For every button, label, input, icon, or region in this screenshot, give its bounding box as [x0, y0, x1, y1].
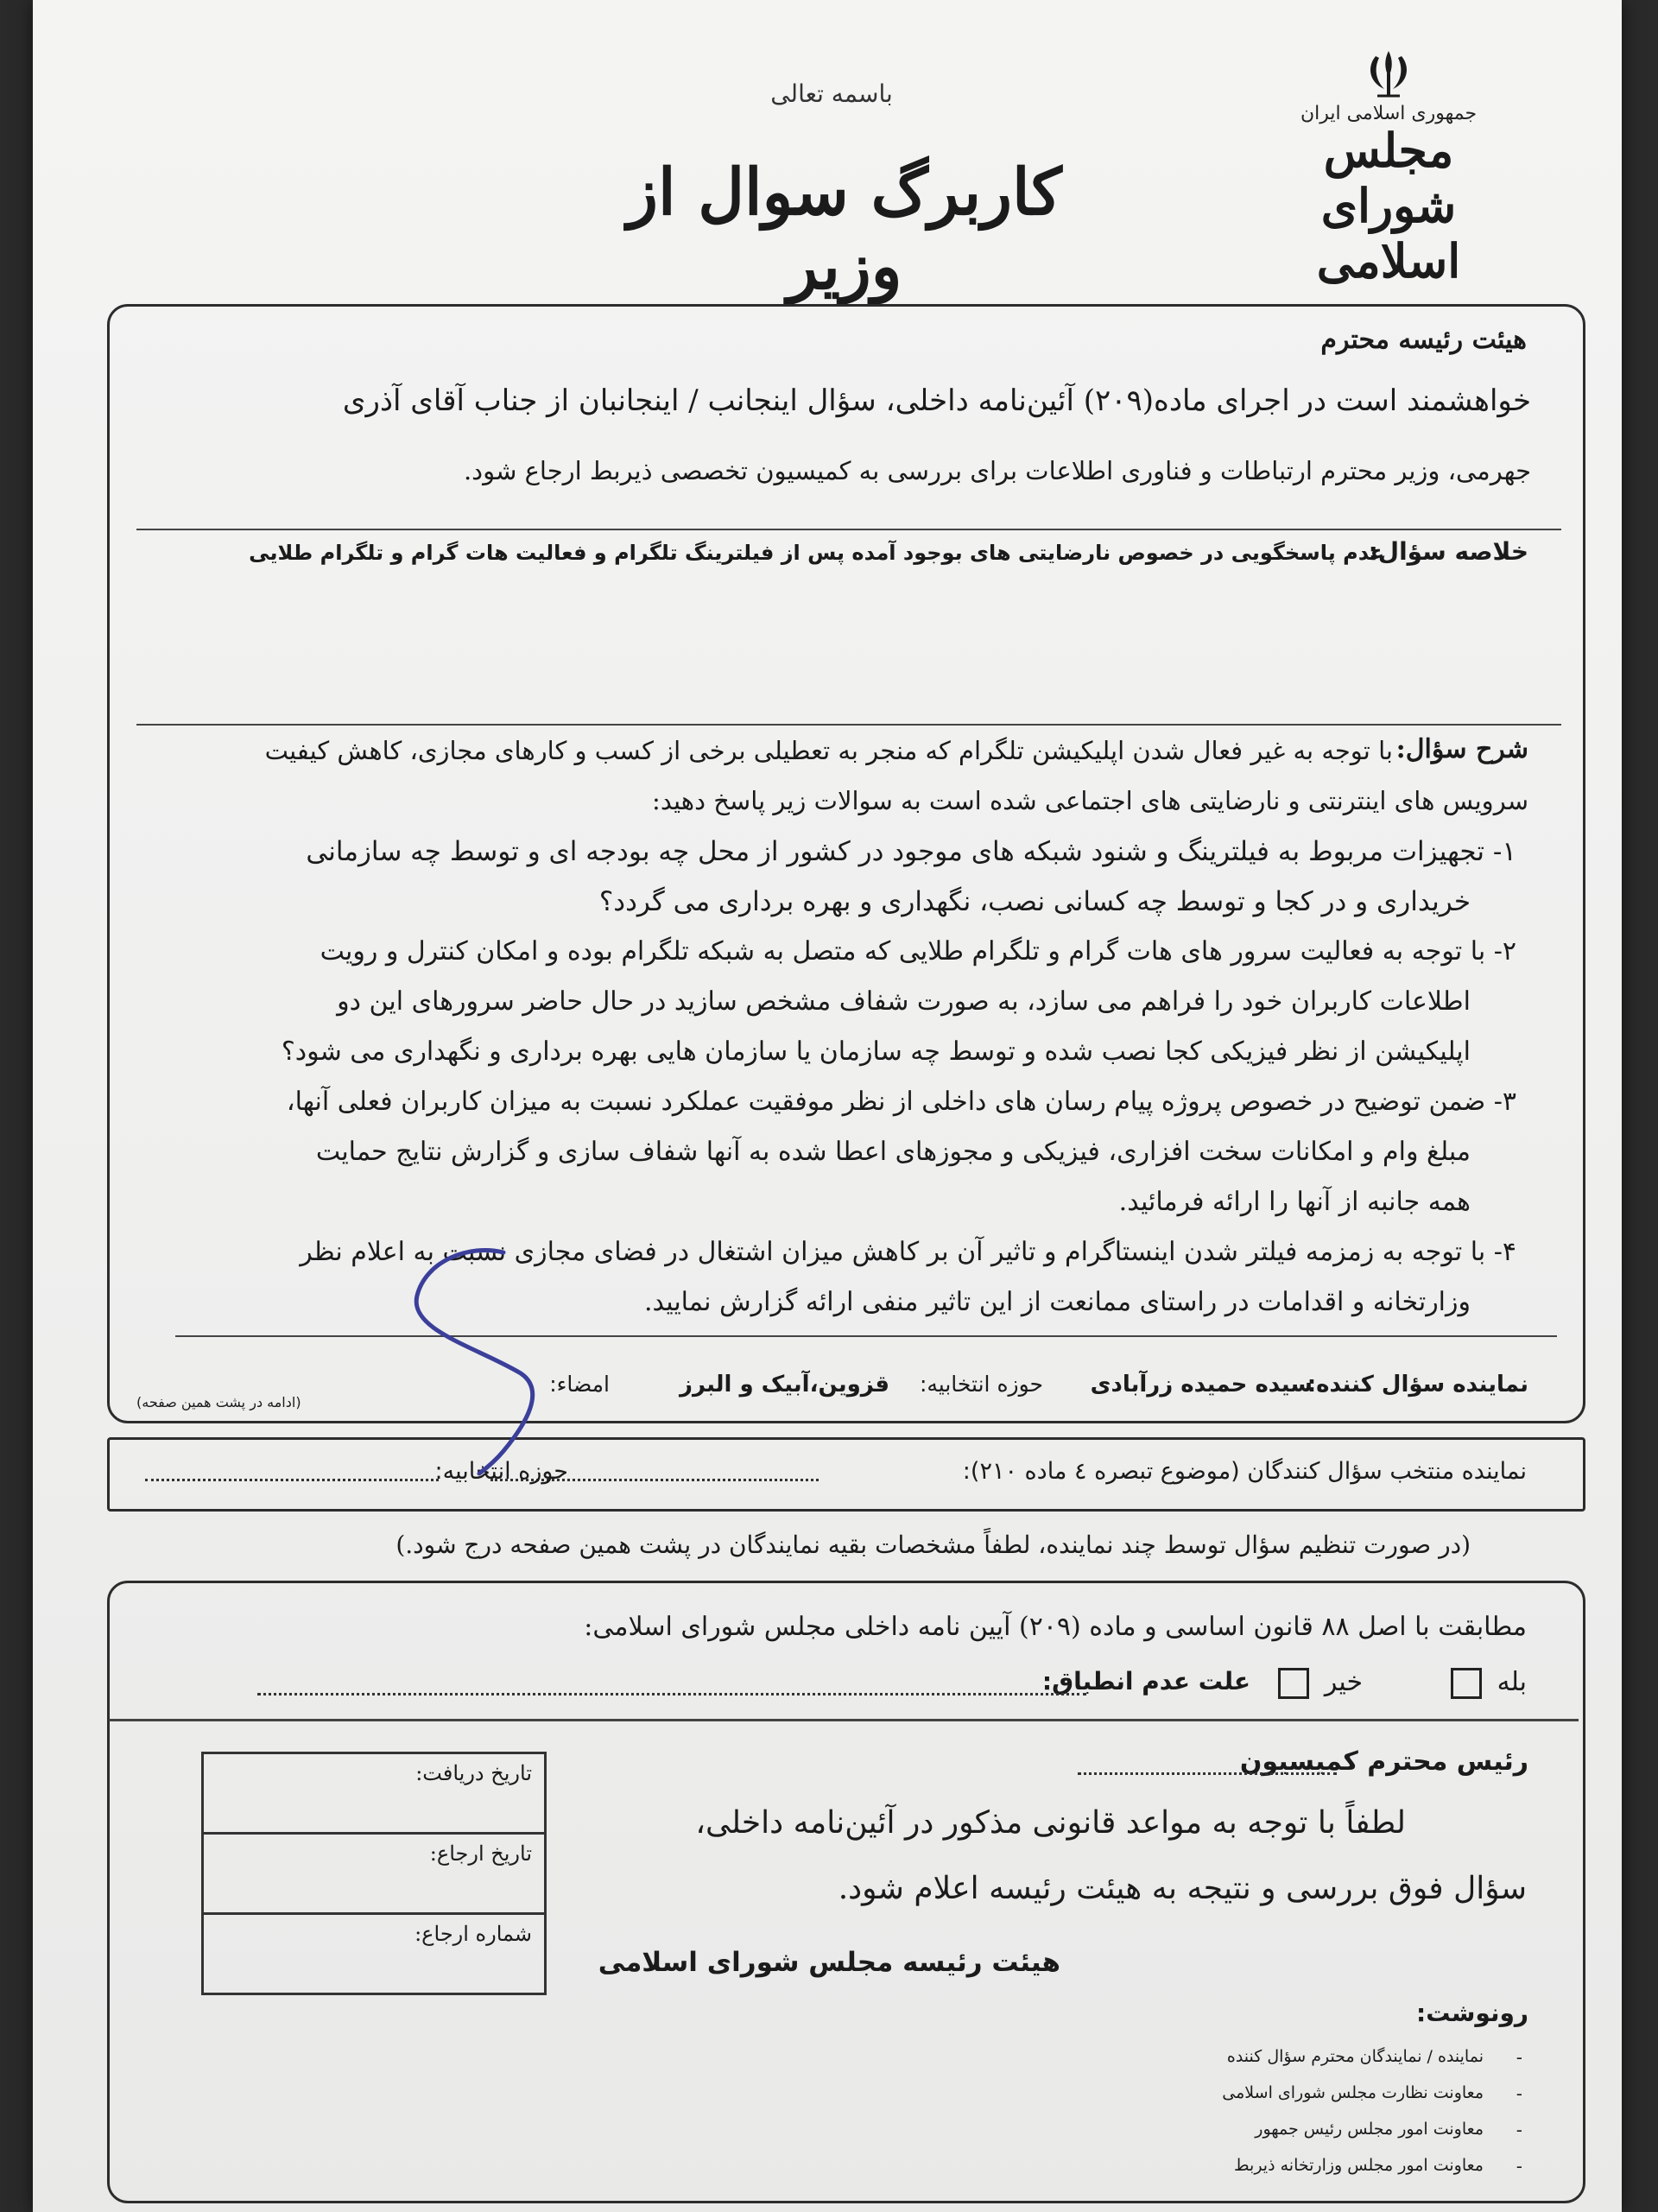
- commission-chair-label: رئیس محترم کمیسیون: [1239, 1746, 1528, 1777]
- question-3-line-1: ۳- ضمن توضیح در خصوص پروژه پیام رسان های داخلی از نظر موفقیت عملکرد نسبت به میزان کاربران فعلی آنها،: [286, 1087, 1516, 1117]
- rep-label: نماینده سؤال کننده:: [1307, 1372, 1528, 1398]
- parliament-name: مجلس شورای اسلامی: [1316, 123, 1461, 288]
- commission-name-field[interactable]: [1078, 1772, 1337, 1775]
- question-1-line-2: خریداری و در کجا و توسط چه کسانی نصب، نگهداری و بهره برداری می گردد؟: [598, 886, 1471, 917]
- presiding-board: هیئت رئیسه مجلس شورای اسلامی: [598, 1947, 1060, 1978]
- divider: [109, 1719, 1579, 1721]
- question-4-line-1: ۴- با توجه به زمزمه فیلتر شدن اینستاگرام و تاثیر آن بر کاهش میزان اشتغال در فضای مجازی نسبت به اعلام نظر: [300, 1237, 1516, 1267]
- question-2-line-3: اپلیکیشن از نظر فیزیکی کجا نصب شده و توسط چه سازمان یا سازمان هایی بهره برداری و نگهداری می شود؟: [281, 1036, 1471, 1067]
- cc-item: معاونت امور مجلس وزارتخانه ذیربط: [1234, 2156, 1484, 2175]
- form-title: کاربرگ سوال از وزیر: [627, 155, 1062, 304]
- cc-dash: -: [1516, 2047, 1522, 2068]
- continued-note: (ادامه در پشت همین صفحه): [136, 1394, 301, 1410]
- multi-rep-note: (در صورت تنظیم سؤال توسط چند نماینده، لطفاً مشخصات بقیه نمایندگان در پشت همین صفحه درج شود.): [396, 1531, 1471, 1559]
- received-date-cell[interactable]: تاریخ دریافت:: [203, 1753, 546, 1834]
- emblem-icon: [1358, 48, 1419, 99]
- referral-number-cell[interactable]: شماره ارجاع:: [203, 1914, 546, 1994]
- question-4-line-2: وزارتخانه و اقدامات در راستای ممانعت از این تاثیر منفی ارائه گزارش نمایید.: [643, 1287, 1471, 1317]
- divider: [136, 724, 1561, 726]
- cc-item: معاونت امور مجلس رئیس جمهور: [1255, 2120, 1484, 2139]
- commission-body-2: سؤال فوق بررسی و نتیجه به هیئت رئیسه اعلام شود.: [838, 1871, 1527, 1906]
- cc-dash: -: [1516, 2083, 1522, 2104]
- cc-item: نماینده / نمایندگان محترم سؤال کننده: [1226, 2047, 1484, 2066]
- commission-body-1: لطفاً با توجه به مواعد قانونی مذکور در آئین‌نامه داخلی،: [695, 1805, 1406, 1841]
- question-2-line-2: اطلاعات کاربران خود را فراهم می سازد، به صورت شفاف مشخص سازید در حال حاضر سرورهای این دو: [337, 986, 1471, 1017]
- description-label: شرح سؤال:: [1395, 734, 1528, 764]
- cc-label: رونوشت:: [1416, 1999, 1528, 2027]
- invocation-text: باسمه تعالی: [770, 79, 893, 108]
- summary-label: خلاصه سؤال:: [1368, 537, 1528, 566]
- question-3-line-2: مبلغ وام و امکانات سخت افزاری، فیزیکی و مجوزهای اعطا شده به آنها شفاف سازی و گزارش نتایج حمایت: [315, 1137, 1471, 1167]
- question-1-line-1: ۱- تجهیزات مربوط به فیلترینگ و شنود شبکه های موجود در کشور از محل چه بودجه ای و توسط چه سازمانی: [306, 836, 1516, 867]
- compliance-line: مطابقت با اصل ۸۸ قانون اساسی و ماده (۲۰۹) آیین نامه داخلی مجلس شورای اسلامی:: [584, 1612, 1527, 1642]
- pen-signature: [374, 1235, 598, 1477]
- cc-item: معاونت نظارت مجلس شورای اسلامی: [1222, 2083, 1484, 2102]
- form-sheet: [33, 0, 1622, 2212]
- salutation: هیئت رئیسه محترم: [1320, 325, 1527, 355]
- elected-district-field[interactable]: [145, 1479, 439, 1481]
- no-checkbox[interactable]: [1278, 1668, 1309, 1699]
- divider: [136, 529, 1561, 530]
- yes-label: بله: [1497, 1667, 1527, 1697]
- republic-name: جمهوری اسلامی ایران: [1300, 103, 1478, 124]
- form-title-block: [577, 155, 1112, 304]
- district-name: قزوین،آبیک و البرز: [679, 1372, 889, 1398]
- question-2-line-1: ۲- با توجه به فعالیت سرور های هات گرام و تلگرام طلایی که متصل به شبکه تلگرام بوده و امکان کنترل و رویت: [320, 936, 1516, 967]
- cc-dash: -: [1516, 2120, 1522, 2140]
- reason-label: علت عدم انطباق:: [1041, 1667, 1250, 1695]
- rep-name: سیده حمیده زرآبادی: [1090, 1372, 1313, 1398]
- question-3-line-3: همه جانبه از آنها را ارائه فرمائید.: [1118, 1187, 1471, 1217]
- description-intro-2: سرویس های اینترنتی و نارضایتی های اجتماعی شده است به سوالات زیر پاسخ دهید:: [652, 786, 1528, 815]
- referral-date-cell[interactable]: تاریخ ارجاع:: [203, 1834, 546, 1914]
- request-line-1: خواهشمند است در اجرای ماده(۲۰۹) آئین‌نامه داخلی، سؤال اینجانب / اینجانبان از جناب آقای آذری: [342, 383, 1531, 418]
- referral-table: [201, 1752, 547, 1995]
- summary-text: عدم پاسخگویی در خصوص نارضایتی های بوجود آمده پس از فیلترینگ تلگرام و فعالیت هات گرام و تلگرام طلایی: [249, 541, 1384, 565]
- compliance-yes: [1451, 1667, 1527, 1699]
- cc-dash: -: [1516, 2156, 1522, 2177]
- district-label: حوزه انتخابیه:: [919, 1372, 1043, 1397]
- no-label: خیر: [1324, 1667, 1363, 1697]
- request-line-2: جهرمی، وزیر محترم ارتباطات و فناوری اطلاعات برای بررسی به کمیسیون تخصصی ذیربط ارجاع شود.: [463, 456, 1531, 485]
- compliance-no: [1278, 1667, 1363, 1699]
- description-intro-1: با توجه به غیر فعال شدن اپلیکیشن تلگرام که منجر به تعطیلی برخی از کسب و کارهای مجازی، کاهش کیفیت: [264, 736, 1393, 765]
- signature-label: امضاء:: [549, 1372, 610, 1397]
- parliament-logo: [1259, 48, 1518, 288]
- elected-district-label: حوزه انتخابیه:: [434, 1458, 568, 1485]
- reason-field[interactable]: [257, 1693, 1086, 1695]
- elected-rep-label: نماینده منتخب سؤال کنندگان (موضوع تبصره ٤ ماده ۲۱۰):: [962, 1458, 1527, 1485]
- yes-checkbox[interactable]: [1451, 1668, 1482, 1699]
